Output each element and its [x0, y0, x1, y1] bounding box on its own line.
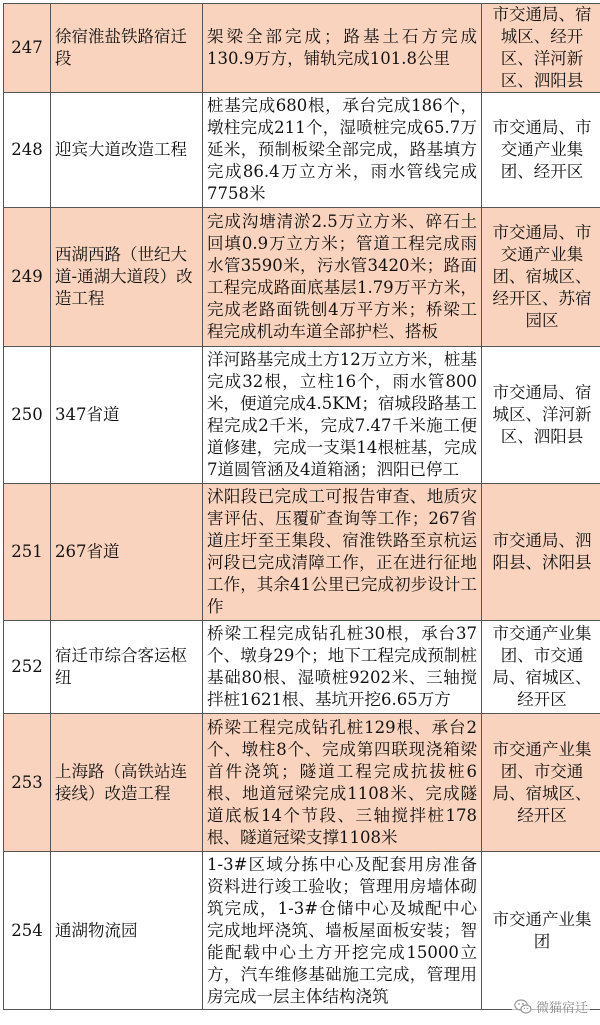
- responsible-unit: 市交通局、市交通产业集团、经开区: [482, 93, 600, 208]
- table-row: [4, 852, 600, 1010]
- project-progress: 1-3#区域分拣中心及配套用房准备资料进行竣工验收；管理用房墙体砌筑完成，1-3#仓储中心及城配中心完成地坪浇筑、墙板屋面板安装；智能配载中心土方开挖完成15000立方，汽车维修基础施工完成，管理用房完成一层主体结构浇筑: [203, 852, 482, 1010]
- watermark-text: 微猫宿迁: [535, 1001, 588, 1016]
- project-number: 254: [4, 852, 51, 1010]
- responsible-unit: 市交通局、宿城区、经开区、洋河新区、泗阳县: [482, 4, 600, 93]
- project-number: 248: [4, 93, 51, 208]
- project-name: 上海路（高铁站连接线）改造工程: [51, 714, 203, 852]
- project-number: 252: [4, 621, 51, 714]
- project-progress: 完成沟塘清淤2.5万立方米、碎石土回填0.9万立方米；管道工程完成雨水管3590米，污水管3420米；路面工程完成路面底基层1.79万平方米，完成老路面铣刨4万平方米；桥梁工程完成机动车道全部护栏、搭板: [203, 208, 482, 347]
- responsible-unit: 市交通产业集团: [482, 852, 600, 1010]
- responsible-unit: 市交通产业集团、市交通局、宿城区、经开区: [482, 714, 600, 852]
- table-row: [4, 484, 600, 621]
- project-name: 徐宿淮盐铁路宿迁段: [51, 4, 203, 93]
- project-number: 250: [4, 347, 51, 484]
- project-progress: 沭阳段已完成工可报告审查、地质灾害评估、压覆矿查询等工作；267省道庄圩至王集段、宿淮铁路至京杭运河段已完成清障工作，正在进行征地工作，其余41公里已完成初步设计工作: [203, 484, 482, 621]
- table-row: [4, 93, 600, 208]
- project-number: 247: [4, 4, 51, 93]
- project-name: 通湖物流园: [51, 852, 203, 1010]
- table-row: [4, 714, 600, 852]
- project-progress: 洋河路基完成土方12万立方米，桩基完成32根，立柱16个，雨水管800米，便道完成4.5KM；宿城段路基工程完成2千米，完成7.47千米施工便道修建，完成一支渠14根桩基，完成7道圆管涵及4道箱涵；泗阳已停工: [203, 347, 482, 484]
- project-progress: 桥梁工程完成钻孔桩129根、承台2个、墩柱8个、完成第四联现浇箱梁首件浇筑；隧道工程完成抗拔桩6根、地道冠梁完成1108米、完成隧道底板14个节段、三轴搅拌桩178根、隧道冠梁支撑1108米: [203, 714, 482, 852]
- project-progress: 架梁全部完成；路基土石方完成130.9万方，铺轨完成101.8公里: [203, 4, 482, 93]
- project-number: 249: [4, 208, 51, 347]
- table-row: [4, 208, 600, 347]
- responsible-unit: 市交通产业集团、市交通局、宿城区、经开区: [482, 621, 600, 714]
- responsible-unit: 市交通局、宿城区、洋河新区、泗阳县: [482, 347, 600, 484]
- project-name: 迎宾大道改造工程: [51, 93, 203, 208]
- project-number: 253: [4, 714, 51, 852]
- project-name: 267省道: [51, 484, 203, 621]
- watermark: [512, 996, 590, 1017]
- project-progress-table: [3, 3, 600, 1010]
- wechat-logo-icon: [514, 999, 532, 1015]
- responsible-unit: 市交通局、泗阳县、沭阳县: [482, 484, 600, 621]
- project-table-page: [3, 3, 596, 1010]
- responsible-unit: 市交通局、市交通产业集团、宿城区、经开区、苏宿园区: [482, 208, 600, 347]
- project-name: 347省道: [51, 347, 203, 484]
- table-row: [4, 621, 600, 714]
- table-row: [4, 347, 600, 484]
- project-progress: 桥梁工程完成钻孔桩30根，承台37个、墩身29个；地下工程完成预制桩基础80根、湿喷桩9202米、三轴搅拌桩1621根、基坑开挖6.65万方: [203, 621, 482, 714]
- project-name: 宿迁市综合客运枢纽: [51, 621, 203, 714]
- project-name: 西湖西路（世纪大道-通湖大道段）改造工程: [51, 208, 203, 347]
- table-row: [4, 4, 600, 93]
- project-number: 251: [4, 484, 51, 621]
- project-progress: 桩基完成680根，承台完成186个，墩柱完成211个，湿喷桩完成65.7万延米，预制板梁全部完成，路基填方完成86.4万立方米，雨水管线完成7758米: [203, 93, 482, 208]
